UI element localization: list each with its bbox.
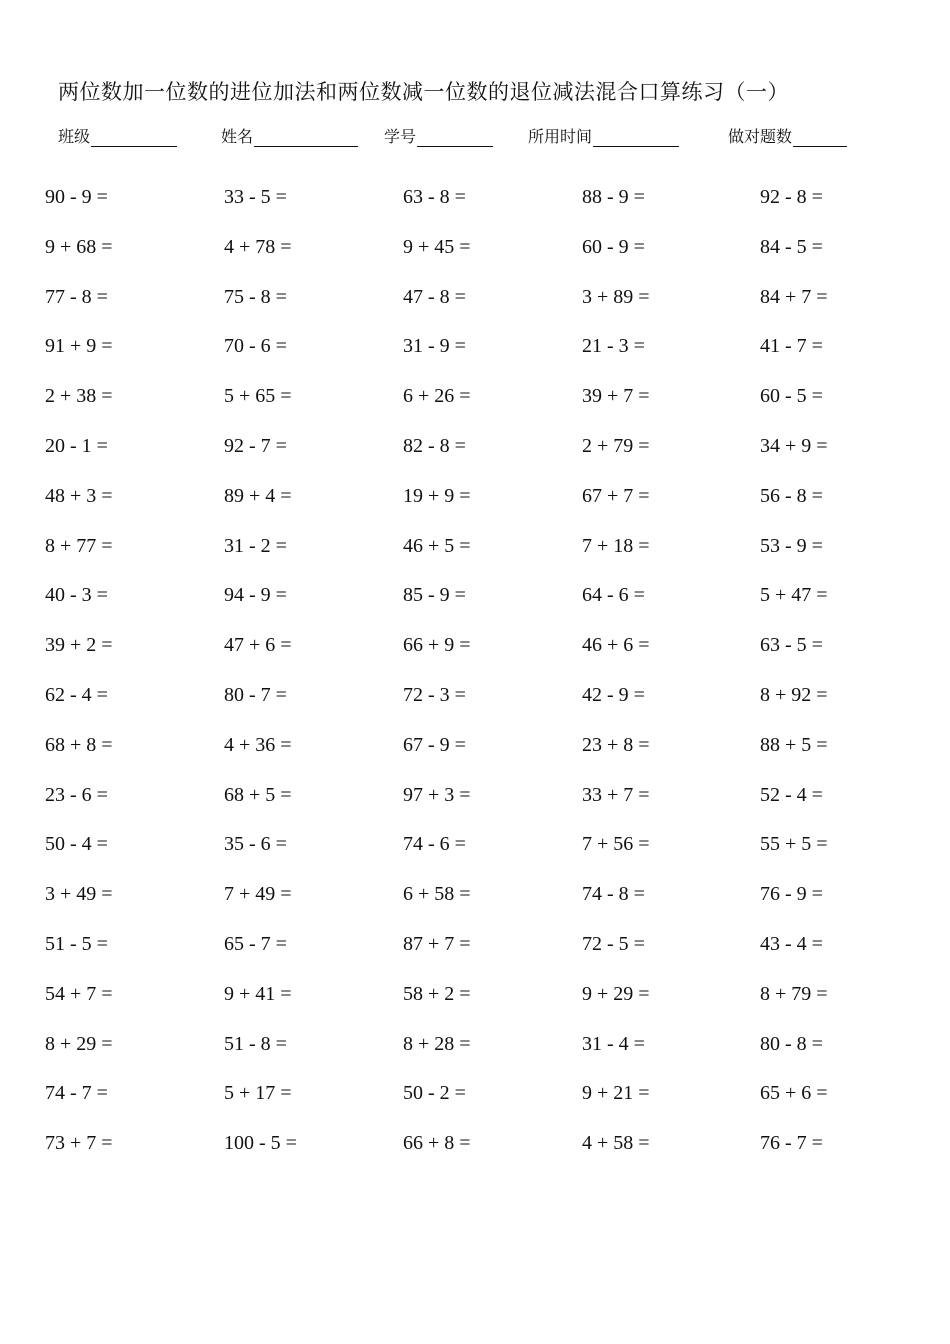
- problem-item: 4 + 58 =: [582, 1132, 650, 1155]
- problem-item: 7 + 56 =: [582, 833, 650, 856]
- problem-item: 60 - 9 =: [582, 235, 645, 258]
- problem-row: [45, 684, 925, 724]
- problem-item: 7 + 18 =: [582, 534, 650, 557]
- problem-row: [45, 734, 925, 774]
- problem-item: 31 - 2 =: [224, 534, 287, 557]
- problem-item: 7 + 49 =: [224, 883, 292, 906]
- problem-item: 68 + 5 =: [224, 783, 292, 806]
- problem-item: 39 + 2 =: [45, 634, 113, 657]
- problem-item: 66 + 8 =: [403, 1132, 471, 1155]
- problem-item: 8 + 79 =: [760, 982, 828, 1005]
- problem-item: 64 - 6 =: [582, 584, 645, 607]
- problem-row: [45, 584, 925, 624]
- problem-item: 80 - 8 =: [760, 1032, 823, 1055]
- problem-item: 51 - 8 =: [224, 1032, 287, 1055]
- problem-item: 33 + 7 =: [582, 783, 650, 806]
- problem-item: 6 + 58 =: [403, 883, 471, 906]
- problem-item: 63 - 5 =: [760, 634, 823, 657]
- problem-item: 62 - 4 =: [45, 684, 108, 706]
- problem-item: 5 + 17 =: [224, 1082, 292, 1105]
- problem-row: [45, 335, 925, 375]
- problem-item: 74 - 7 =: [45, 1082, 108, 1105]
- name-field: [221, 124, 358, 147]
- problem-item: 2 + 38 =: [45, 385, 113, 408]
- problem-item: 65 - 7 =: [224, 933, 287, 955]
- problem-item: 67 - 9 =: [403, 733, 466, 756]
- time-used-label: 所用时间: [528, 127, 593, 146]
- problem-row: [45, 1082, 925, 1122]
- problem-item: 50 - 2 =: [403, 1082, 466, 1105]
- problem-item: 3 + 89 =: [582, 285, 650, 308]
- problem-item: 5 + 65 =: [224, 385, 292, 408]
- problem-item: 51 - 5 =: [45, 933, 108, 955]
- problem-row: [45, 933, 925, 973]
- problem-item: 31 - 4 =: [582, 1032, 645, 1055]
- name-blank[interactable]: [254, 128, 358, 147]
- problem-item: 41 - 7 =: [760, 335, 823, 358]
- problem-item: 9 + 21 =: [582, 1082, 650, 1105]
- problem-item: 73 + 7 =: [45, 1132, 113, 1155]
- correct-count-field: [728, 124, 847, 147]
- problem-item: 6 + 26 =: [403, 385, 471, 408]
- problem-item: 46 + 6 =: [582, 634, 650, 657]
- problem-item: 21 - 3 =: [582, 335, 645, 358]
- problem-row: [45, 634, 925, 674]
- problem-item: 82 - 8 =: [403, 435, 466, 457]
- problem-row: [45, 833, 925, 873]
- time-used-blank[interactable]: [593, 128, 679, 147]
- name-label: 姓名: [221, 127, 254, 146]
- problem-item: 84 + 7 =: [760, 285, 828, 308]
- problem-item: 23 + 8 =: [582, 733, 650, 756]
- class-label: 班级: [58, 127, 91, 146]
- problem-row: [45, 286, 925, 326]
- problem-item: 92 - 7 =: [224, 435, 287, 457]
- problem-item: 88 - 9 =: [582, 186, 645, 208]
- problem-item: 23 - 6 =: [45, 783, 108, 806]
- class-field: [58, 124, 177, 147]
- student-number-field: [384, 124, 493, 147]
- problem-item: 9 + 68 =: [45, 235, 113, 258]
- problem-item: 67 + 7 =: [582, 484, 650, 507]
- problem-item: 34 + 9 =: [760, 435, 828, 457]
- problem-item: 58 + 2 =: [403, 982, 471, 1005]
- problem-item: 39 + 7 =: [582, 385, 650, 408]
- problem-item: 19 + 9 =: [403, 484, 471, 507]
- problem-item: 9 + 29 =: [582, 982, 650, 1005]
- problem-item: 84 - 5 =: [760, 235, 823, 258]
- problem-item: 97 + 3 =: [403, 783, 471, 806]
- student-info-row: [58, 124, 878, 150]
- problem-item: 87 + 7 =: [403, 933, 471, 955]
- problem-item: 56 - 8 =: [760, 484, 823, 507]
- problem-item: 74 - 6 =: [403, 833, 466, 856]
- problem-item: 68 + 8 =: [45, 733, 113, 756]
- problem-row: [45, 236, 925, 276]
- problem-item: 9 + 41 =: [224, 982, 292, 1005]
- problem-item: 33 - 5 =: [224, 186, 287, 208]
- problem-item: 3 + 49 =: [45, 883, 113, 906]
- problem-row: [45, 1132, 925, 1172]
- problem-item: 60 - 5 =: [760, 385, 823, 408]
- student-number-blank[interactable]: [417, 128, 493, 147]
- problem-item: 88 + 5 =: [760, 733, 828, 756]
- problem-item: 85 - 9 =: [403, 584, 466, 607]
- problem-item: 40 - 3 =: [45, 584, 108, 607]
- problem-item: 89 + 4 =: [224, 484, 292, 507]
- problem-item: 91 + 9 =: [45, 335, 113, 358]
- problem-item: 75 - 8 =: [224, 285, 287, 308]
- problem-item: 8 + 92 =: [760, 684, 828, 706]
- problem-item: 80 - 7 =: [224, 684, 287, 706]
- problem-row: [45, 784, 925, 824]
- problem-item: 70 - 6 =: [224, 335, 287, 358]
- problem-item: 63 - 8 =: [403, 186, 466, 208]
- problem-item: 94 - 9 =: [224, 584, 287, 607]
- problem-item: 48 + 3 =: [45, 484, 113, 507]
- problem-item: 55 + 5 =: [760, 833, 828, 856]
- problem-item: 9 + 45 =: [403, 235, 471, 258]
- problem-item: 31 - 9 =: [403, 335, 466, 358]
- problem-item: 92 - 8 =: [760, 186, 823, 208]
- problem-row: [45, 186, 925, 226]
- problem-item: 52 - 4 =: [760, 783, 823, 806]
- problem-item: 2 + 79 =: [582, 435, 650, 457]
- time-used-field: [528, 124, 679, 147]
- problem-item: 66 + 9 =: [403, 634, 471, 657]
- problem-row: [45, 1033, 925, 1073]
- problem-item: 47 + 6 =: [224, 634, 292, 657]
- problem-item: 54 + 7 =: [45, 982, 113, 1005]
- problem-item: 5 + 47 =: [760, 584, 828, 607]
- problem-item: 20 - 1 =: [45, 435, 108, 457]
- problem-item: 76 - 7 =: [760, 1132, 823, 1155]
- problem-row: [45, 983, 925, 1023]
- problem-item: 4 + 78 =: [224, 235, 292, 258]
- problem-row: [45, 883, 925, 923]
- problem-row: [45, 535, 925, 575]
- problem-row: [45, 435, 925, 475]
- problem-item: 4 + 36 =: [224, 733, 292, 756]
- problem-item: 72 - 3 =: [403, 684, 466, 706]
- problem-item: 72 - 5 =: [582, 933, 645, 955]
- problem-item: 47 - 8 =: [403, 285, 466, 308]
- problem-item: 35 - 6 =: [224, 833, 287, 856]
- worksheet-title: 两位数加一位数的进位加法和两位数减一位数的退位减法混合口算练习（一）: [58, 80, 789, 104]
- problem-item: 50 - 4 =: [45, 833, 108, 856]
- problem-item: 77 - 8 =: [45, 285, 108, 308]
- class-blank[interactable]: [91, 128, 177, 147]
- problem-item: 74 - 8 =: [582, 883, 645, 906]
- correct-count-label: 做对题数: [728, 127, 793, 146]
- problem-item: 8 + 77 =: [45, 534, 113, 557]
- problem-item: 53 - 9 =: [760, 534, 823, 557]
- problem-item: 42 - 9 =: [582, 684, 645, 706]
- problem-item: 65 + 6 =: [760, 1082, 828, 1105]
- correct-count-blank[interactable]: [793, 128, 847, 147]
- problem-row: [45, 485, 925, 525]
- student-number-label: 学号: [384, 127, 417, 146]
- problem-row: [45, 385, 925, 425]
- problem-item: 8 + 29 =: [45, 1032, 113, 1055]
- problem-item: 43 - 4 =: [760, 933, 823, 955]
- problem-item: 8 + 28 =: [403, 1032, 471, 1055]
- problem-item: 90 - 9 =: [45, 186, 108, 208]
- problem-item: 76 - 9 =: [760, 883, 823, 906]
- problem-item: 46 + 5 =: [403, 534, 471, 557]
- problem-item: 100 - 5 =: [224, 1132, 297, 1155]
